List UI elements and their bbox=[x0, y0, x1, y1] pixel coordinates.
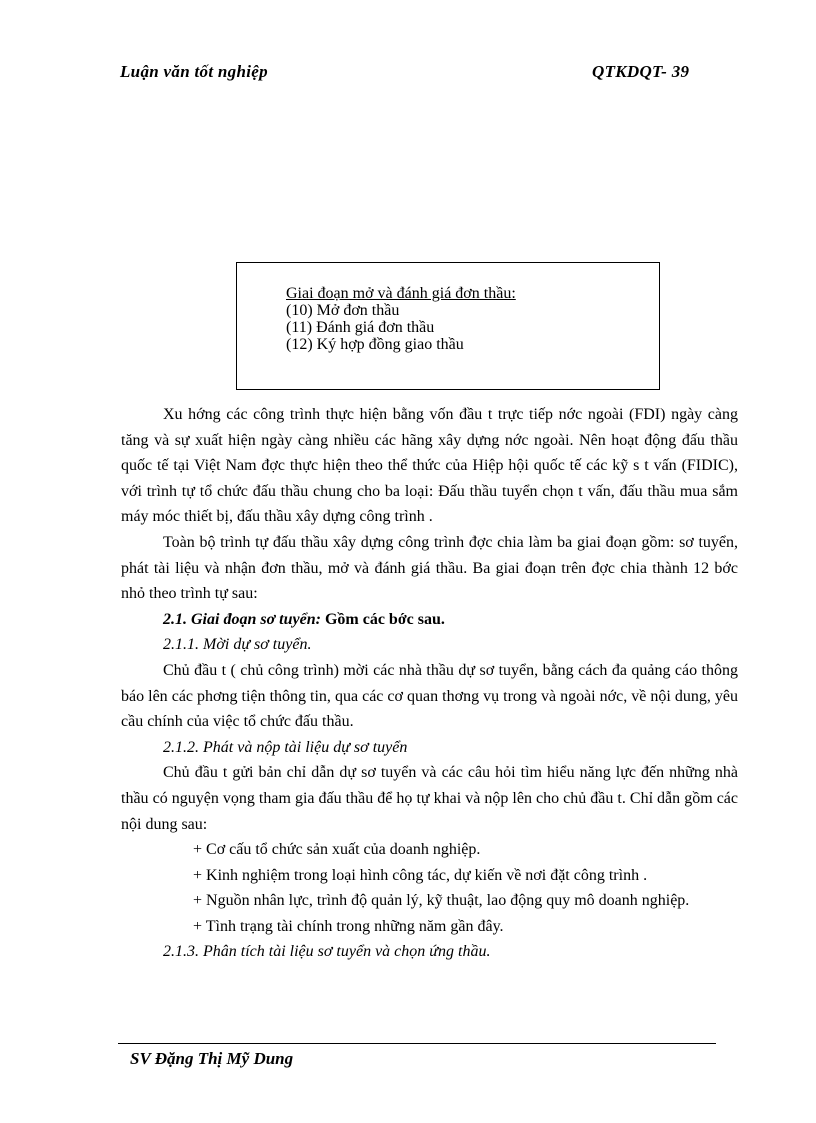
paragraph-invitation: Chủ đầu t ( chủ công trình) mời các nhà thầu dự sơ tuyển, bằng cách đa quảng cáo thông báo lên các phơng tiện thông tin, qua các cơ quan thơng vụ trong và ngoài nớc, về nội dung, yêu cầu chính của việc tổ chức đấu thầu. bbox=[121, 661, 738, 731]
bullet-human-resources: + Nguồn nhân lực, trình độ quản lý, kỹ thuật, lao động quy mô doanh nghiệp. bbox=[193, 892, 690, 910]
header-page-code: QTKDQT- 39 bbox=[592, 62, 690, 81]
section-2-1-title: 2.1. Giai đoạn sơ tuyển: bbox=[163, 610, 321, 628]
stage-item-12: (12) Ký hợp đồng giao thầu bbox=[286, 336, 464, 353]
document-body bbox=[121, 402, 738, 965]
paragraph-bidding-stages: Toàn bộ trình tự đấu thầu xây dựng công trình đợc chia làm ba giai đoạn gồm: sơ tuyển, phát tài liệu và nhận đơn thầu, mở và đánh giá thầu. Ba giai đoạn trên đợc chia thành 12 bớc nhỏ theo trình tự sau: bbox=[121, 533, 738, 603]
bullet-experience: + Kinh nghiệm trong loại hình công tác, dự kiến về nơi đặt công trình . bbox=[193, 866, 648, 884]
footer-author: SV Đặng Thị Mỹ Dung bbox=[130, 1049, 294, 1068]
paragraph-documents: Chủ đầu t gửi bản chỉ dẫn dự sơ tuyển và các câu hỏi tìm hiểu năng lực đến những nhà thầu có nguyện vọng tham gia đấu thầu để họ tự khai và nộp lên cho chủ đầu t. Chỉ dẫn gồm các nội dung sau: bbox=[121, 764, 738, 833]
stage-box bbox=[236, 262, 660, 390]
section-2-1-heading bbox=[121, 607, 738, 633]
stage-box-content bbox=[286, 285, 516, 353]
stage-item-10: (10) Mở đơn thầu bbox=[286, 302, 400, 319]
section-2-1-rest: Gồm các bớc sau. bbox=[320, 610, 445, 628]
subsection-2-1-1: 2.1.1. Mời dự sơ tuyển. bbox=[163, 636, 312, 654]
bullet-finance: + Tình trạng tài chính trong những năm gần đây. bbox=[193, 917, 504, 935]
subsection-2-1-2: 2.1.2. Phát và nộp tài liệu dự sơ tuyển bbox=[163, 738, 408, 756]
paragraph-fdi-trend: Xu hớng các công trình thực hiện bằng vốn đầu t trực tiếp nớc ngoài (FDI) ngày càng tăng và sự xuất hiện ngày càng nhiều các hãng xây dựng nớc ngoài. Nên hoạt động đấu thầu quốc tế tại Việt Nam đợc thực hiện theo thể thức của Hiệp hội quốc tế các kỹ s t vấn (FIDIC), với trình tự tổ chức đấu thầu chung cho ba loại: Đấu thầu tuyển chọn t vấn, đấu thầu mua sắm máy móc thiết bị, đấu thầu xây dựng công trình . bbox=[121, 406, 738, 526]
bullet-organization: + Cơ cấu tổ chức sản xuất của doanh nghiệp. bbox=[193, 841, 481, 859]
stage-item-11: (11) Đánh giá đơn thầu bbox=[286, 319, 435, 336]
footer-divider bbox=[118, 1043, 716, 1044]
header-thesis-title: Luận văn tốt nghiệp bbox=[120, 62, 268, 81]
stage-box-title: Giai đoạn mở và đánh giá đơn thầu: bbox=[286, 285, 516, 302]
subsection-2-1-3: 2.1.3. Phân tích tài liệu sơ tuyển và chọn ứng thầu. bbox=[163, 943, 491, 961]
